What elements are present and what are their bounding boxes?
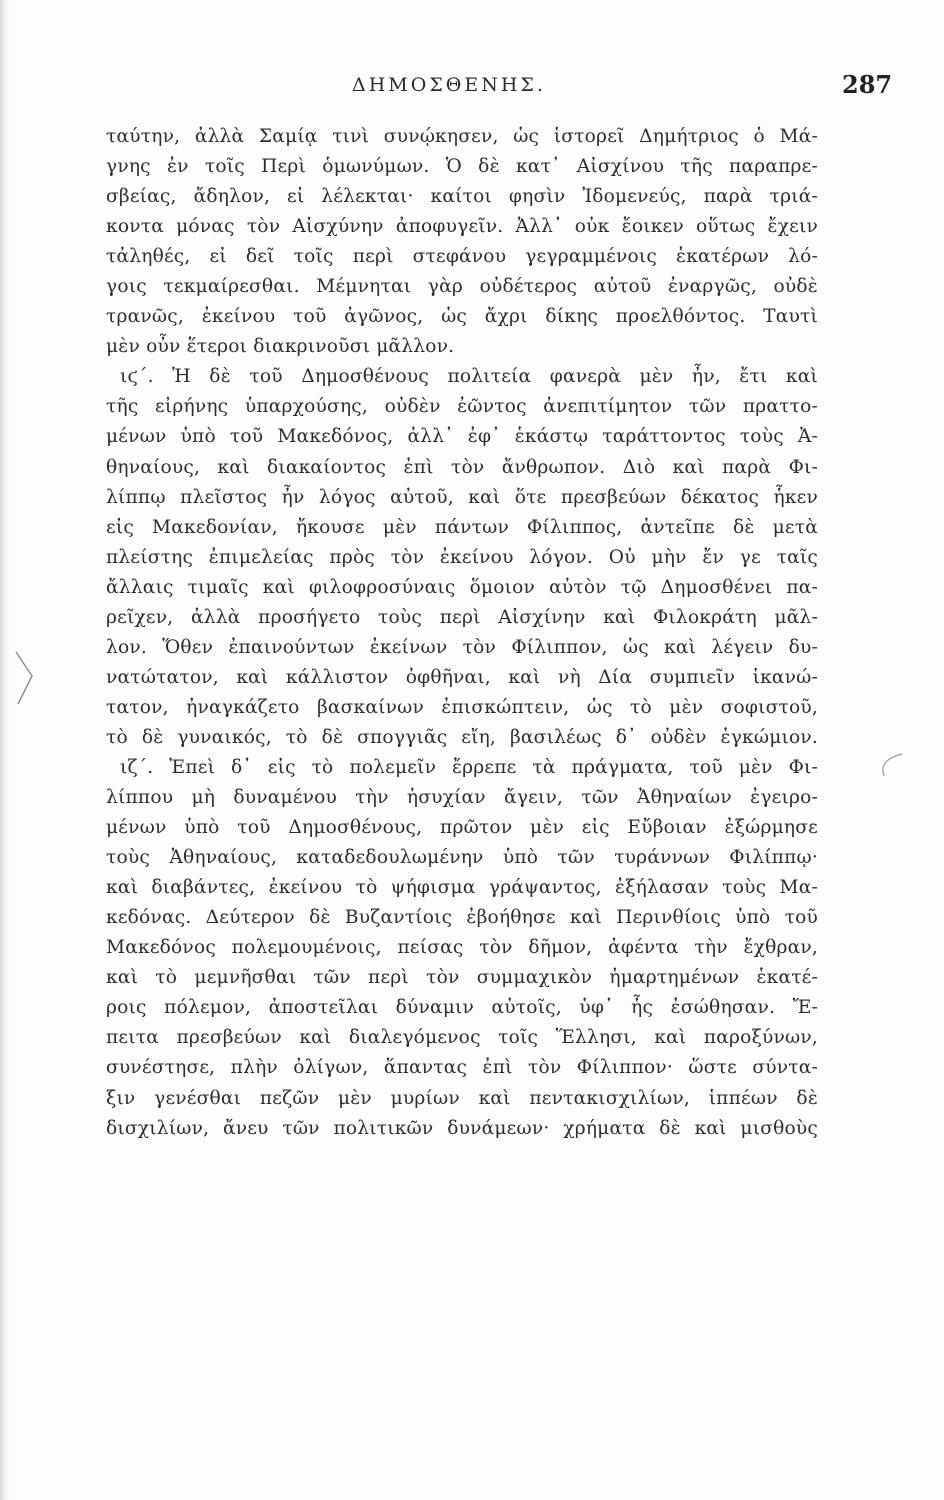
text-line: ταύτην, ἀλλὰ Σαμίᾳ τινὶ συνῴκησεν, ὡς ἱστορεῖ Δημήτριος ὁ Μά- (106, 126, 818, 147)
text-line: ρεῖχεν, ἀλλὰ προσήγετο τοὺς περὶ Αἰσχίνην καὶ Φιλοκράτη μᾶλ- (106, 606, 818, 628)
text-line: τἀληθές, εἰ δεῖ τοῖς περὶ στεφάνου γεγραμμένοις ἑκατέρων λό- (106, 246, 818, 268)
text-line: καὶ τὸ μεμνῆσθαι τῶν περὶ τὸν συμμαχικὸν ἡμαρτημένων ἑκατέ- (106, 967, 818, 989)
page-edge-shadow (0, 0, 10, 1500)
text-line: πειτα πρεσβεύων καὶ διαλεγόμενος τοῖς Ἕλλησι, καὶ παροξύνων, (106, 1027, 818, 1049)
section-17-start: ιζ΄. Ἐπεὶ δ᾽ εἰς τὸ πολεμεῖν ἔρρεπε τὰ πράγματα, τοῦ μὲν Φι- (120, 756, 818, 778)
body-text (106, 122, 818, 1144)
margin-pencil-mark-right (876, 752, 916, 782)
text-line: εἰς Μακεδονίαν, ἤκουσε μὲν πάντων Φίλιππος, ἀντεῖπε δὲ μετὰ (106, 516, 818, 538)
text-line: ροις πόλεμον, ἀποστεῖλαι δύναμιν αὐτοῖς, ὑφ᾽ ἧς ἐσώθησαν. Ἔ- (106, 997, 818, 1019)
text-line: συνέστησε, πλὴν ὀλίγων, ἅπαντας ἐπὶ τὸν Φίλιππον· ὥστε σύντα- (106, 1057, 818, 1079)
text-line: Μακεδόνος πολεμουμένοις, πείσας τὸν δῆμον, ἀφέντα τὴν ἔχθραν, (106, 937, 818, 959)
text-line: μένων ὑπὸ τοῦ Δημοσθένους, πρῶτον μὲν εἰς Εὔβοιαν ἐξώρμησε (106, 817, 818, 839)
text-line: τοὺς Ἀθηναίους, καταδεδουλωμένην ὑπὸ τῶν τυράννων Φιλίππῳ· (106, 847, 818, 869)
text-line: πλείστης ἐπιμελείας πρὸς τὸν ἐκείνου λόγον. Οὐ μὴν ἔν γε ταῖς (106, 546, 818, 568)
text-line: λίππῳ πλεῖστος ἦν λόγος αὐτοῦ, καὶ ὅτε πρεσβεύων δέκατος ἧκεν (106, 486, 818, 508)
text-line: λίππου μὴ δυναμένου τὴν ἡσυχίαν ἄγειν, τῶν Ἀθηναίων ἐγειρο- (106, 787, 818, 809)
text-line: μὲν οὖν ἕτεροι διακρινοῦσι μᾶλλον. (106, 336, 455, 358)
text-line: κοντα μόνας τὸν Αἰσχύνην ἀποφυγεῖν. Ἀλλ᾽ οὐκ ἔοικεν οὕτως ἔχειν (106, 216, 818, 238)
section-16-start: ιϛ΄. Ἡ δὲ τοῦ Δημοσθένους πολιτεία φανερὰ μὲν ἦν, ἔτι καὶ (120, 366, 818, 388)
page-number: 287 (842, 70, 893, 99)
text-line: γνης ἐν τοῖς Περὶ ὁμωνύμων. Ὁ δὲ κατ᾽ Αἰσχίνου τῆς παραπρε- (106, 156, 818, 178)
text-line: μένων ὑπὸ τοῦ Μακεδόνος, ἀλλ᾽ ἐφ᾽ ἑκάστῳ ταράττοντος τοὺς Ἀ- (106, 426, 818, 448)
text-line: τρανῶς, ἐκείνου τοῦ ἀγῶνος, ὡς ἄχρι δίκης προελθόντος. Ταυτὶ (106, 306, 818, 328)
text-line: τὸ δὲ γυναικός, τὸ δὲ σπογγιᾶς εἴη, βασιλέως δ᾽ οὐδὲν ἐγκώμιον. (106, 726, 818, 748)
text-line: κεδόνας. Δεύτερον δὲ Βυζαντίοις ἐβοήθησε καὶ Περινθίοις ὑπὸ τοῦ (106, 907, 818, 929)
text-line: δισχιλίων, ἄνευ τῶν πολιτικῶν δυνάμεων· χρήματα δὲ καὶ μισθοὺς (106, 1117, 818, 1139)
text-line: γοις τεκμαίρεσθαι. Μέμνηται γὰρ οὐδέτερος αὐτοῦ ἐναργῶς, οὐδὲ (106, 276, 818, 298)
text-line: ξιν γενέσθαι πεζῶν μὲν μυρίων καὶ πεντακισχιλίων, ἱππέων δὲ (106, 1087, 818, 1109)
text-line: τατον, ἠναγκάζετο βασκαίνων ἐπισκώπτειν, ὡς τὸ μὲν σοφιστοῦ, (106, 696, 818, 718)
text-line: θηναίους, καὶ διακαίοντος ἐπὶ τὸν ἄνθρωπον. Διὸ καὶ παρὰ Φι- (106, 456, 818, 478)
text-line: σβείας, ἄδηλον, εἰ λέλεκται· καίτοι φησὶν Ἰδομενεύς, παρὰ τριά- (106, 186, 818, 208)
text-line: λον. Ὅθεν ἐπαινούντων ἐκείνων τὸν Φίλιππον, ὡς καὶ λέγειν δυ- (106, 636, 818, 658)
text-line: ἄλλαις τιμαῖς καὶ φιλοφροσύναις ὅμοιον αὐτὸν τῷ Δημοσθένει πα- (106, 576, 818, 598)
running-title: ΔΗΜΟΣΘΕΝΗΣ. (352, 74, 546, 96)
running-head (0, 70, 944, 104)
margin-pencil-mark (12, 648, 52, 708)
text-line: καὶ διαβάντες, ἐκείνου τὸ ψήφισμα γράψαντος, ἐξήλασαν τοὺς Μα- (106, 877, 818, 899)
text-line: τῆς εἰρήνης ὑπαρχούσης, οὐδὲν ἐῶντος ἀνεπιτίμητον τῶν πραττο- (106, 396, 818, 418)
text-line: νατώτατον, καὶ κάλλιστον ὀφθῆναι, καὶ νὴ Δία συμπιεῖν ἱκανώ- (106, 666, 818, 688)
